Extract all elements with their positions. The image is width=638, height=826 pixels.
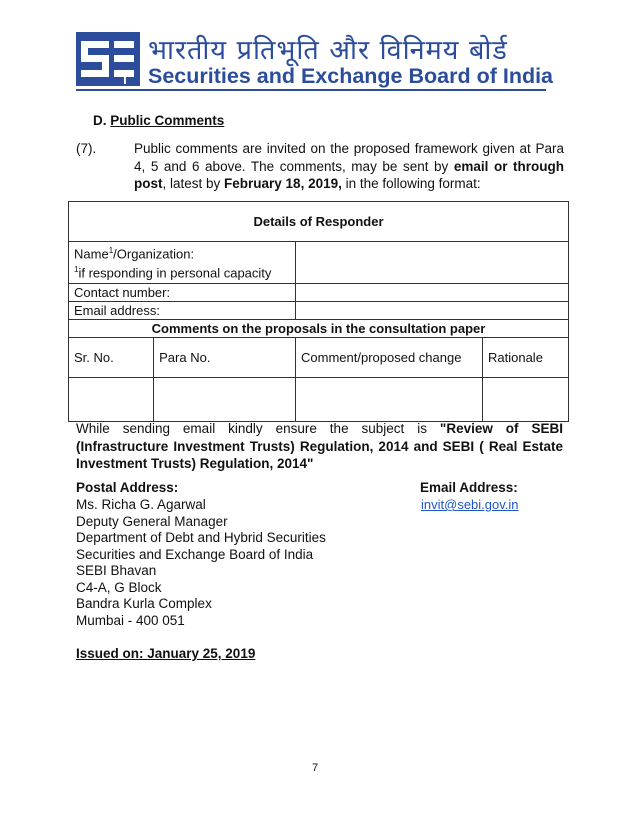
email-link[interactable]: invit@sebi.gov.in	[421, 497, 519, 512]
section-title: Public Comments	[110, 113, 225, 128]
footnote-mark: 1	[74, 265, 79, 275]
english-title: Securities and Exchange Board of India	[148, 64, 554, 88]
name-label-prefix: Name	[74, 246, 109, 262]
paragraph-bold-deadline: February 18, 2019,	[224, 176, 342, 191]
address-line: Bandra Kurla Complex	[76, 596, 212, 611]
postal-address	[76, 497, 326, 629]
form-title: Details of Responder	[69, 202, 569, 242]
footnote-mark: 1	[108, 246, 114, 255]
header-divider	[76, 89, 546, 91]
section-letter: D.	[93, 113, 107, 128]
address-line: Department of Debt and Hybrid Securities	[76, 530, 326, 545]
postal-address-heading: Postal Address:	[76, 480, 179, 495]
name-value-cell[interactable]	[296, 242, 569, 284]
hindi-title: भारतीय प्रतिभूति और विनिमय बोर्ड	[148, 35, 508, 66]
address-line: Deputy General Manager	[76, 513, 228, 529]
column-header-comment: Comment/proposed change	[296, 337, 483, 377]
column-header-para-no: Para No.	[154, 337, 296, 377]
comment-cell[interactable]	[296, 377, 483, 421]
sebi-logo	[76, 32, 140, 86]
email-value-cell[interactable]	[296, 301, 569, 319]
para-no-cell[interactable]	[154, 377, 296, 421]
paragraph-text-part: , latest by	[162, 176, 225, 191]
address-line: SEBI Bhavan	[76, 563, 157, 578]
name-label: /Organization:	[113, 246, 195, 262]
paragraph-bold-submission-mode: email or through post	[134, 158, 564, 191]
paragraph-text	[134, 140, 564, 193]
paragraph-number: (7).	[76, 141, 97, 156]
page-number: 7	[312, 762, 319, 774]
svg-text:i: i	[123, 71, 127, 86]
section-heading	[93, 113, 224, 128]
footnote-text: if responding in personal capacity	[78, 265, 272, 281]
email-address-heading: Email Address:	[420, 480, 518, 495]
comments-title: Comments on the proposals in the consultation paper	[69, 319, 569, 337]
column-header-rationale: Rationale	[483, 337, 569, 377]
name-label-cell	[69, 242, 296, 284]
note-text: While sending email kindly ensure the subject is	[76, 421, 440, 436]
rationale-cell[interactable]	[483, 377, 569, 421]
address-line: Mumbai - 400 051	[76, 612, 185, 628]
email-subject: "Review of SEBI (Infrastructure Investment Trusts) Regulation, 2014 and SEBI ( Real Estate Investment Trusts) Regulation, 2014"	[76, 421, 563, 471]
email-label: Email address:	[69, 301, 296, 319]
sr-no-cell[interactable]	[69, 377, 154, 421]
paragraph-text-part: Public comments are invited on the proposed framework given at Para 4, 5 and 6 above. The comments, may be sent by	[134, 141, 564, 174]
paragraph-text-part: in the following format:	[341, 176, 481, 191]
address-line: Ms. Richa G. Agarwal	[76, 497, 206, 512]
address-line: Securities and Exchange Board of India	[76, 546, 314, 562]
contact-value-cell[interactable]	[296, 283, 569, 301]
column-header-sr-no: Sr. No.	[69, 337, 154, 377]
contact-label: Contact number:	[69, 283, 296, 301]
issued-date: Issued on: January 25, 2019	[76, 646, 256, 661]
email-subject-note	[76, 420, 563, 473]
responder-form-table	[68, 201, 569, 422]
address-line: C4-A, G Block	[76, 579, 162, 595]
